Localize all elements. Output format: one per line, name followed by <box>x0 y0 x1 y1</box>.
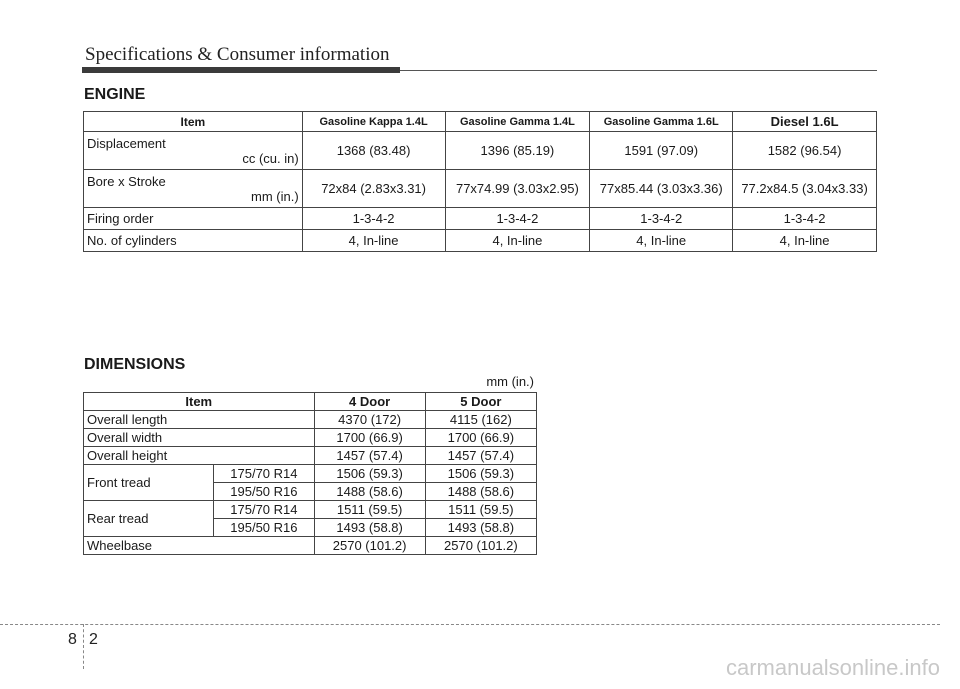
tire-size: 195/50 R16 <box>214 519 314 537</box>
page-number-page: 2 <box>89 631 98 648</box>
header-rule <box>400 70 877 71</box>
table-cell: 1582 (96.54) <box>733 132 877 170</box>
watermark-text: carmanualsonline.info <box>725 655 940 680</box>
table-cell: 1-3-4-2 <box>733 208 877 230</box>
row-label-overall-width: Overall width <box>84 429 315 447</box>
col-header-diesel-16: Diesel 1.6L <box>733 112 877 132</box>
table-cell: 77.2x84.5 (3.04x3.33) <box>733 170 877 208</box>
footer-divider <box>83 624 84 669</box>
table-cell: 4, In-line <box>445 230 590 252</box>
table-cell: 1488 (58.6) <box>425 483 536 501</box>
header-bar <box>82 67 400 73</box>
table-cell: 72x84 (2.83x3.31) <box>302 170 445 208</box>
row-label-bore-stroke: Bore x Stroke mm (in.) <box>84 170 303 208</box>
table-row <box>84 501 537 519</box>
row-label-front-tread: Front tread <box>84 465 214 501</box>
table-cell: 1700 (66.9) <box>425 429 536 447</box>
table-cell: 1457 (57.4) <box>314 447 425 465</box>
col-header-kappa-14: Gasoline Kappa 1.4L <box>302 112 445 132</box>
col-header-gamma-16: Gasoline Gamma 1.6L <box>590 112 733 132</box>
table-row <box>84 537 537 555</box>
row-unit: mm (in.) <box>251 188 299 204</box>
dim-table-header <box>84 393 537 411</box>
table-cell: 1493 (58.8) <box>425 519 536 537</box>
table-cell: 1488 (58.6) <box>314 483 425 501</box>
table-cell: 4370 (172) <box>314 411 425 429</box>
table-cell: 1506 (59.3) <box>314 465 425 483</box>
row-label-overall-height: Overall height <box>84 447 315 465</box>
footer-rule <box>0 624 940 625</box>
table-cell: 77x85.44 (3.03x3.36) <box>590 170 733 208</box>
engine-spec-table <box>83 111 877 252</box>
table-cell: 1-3-4-2 <box>590 208 733 230</box>
table-row <box>84 170 877 208</box>
table-cell: 4, In-line <box>733 230 877 252</box>
engine-section-title: ENGINE <box>84 86 146 103</box>
table-row <box>84 132 877 170</box>
table-cell: 1-3-4-2 <box>302 208 445 230</box>
col-header-gamma-14: Gasoline Gamma 1.4L <box>445 112 590 132</box>
row-label-wheelbase: Wheelbase <box>84 537 315 555</box>
page-header-title: Specifications & Consumer information <box>85 44 390 65</box>
dimensions-section-title: DIMENSIONS <box>84 356 186 373</box>
tire-size: 195/50 R16 <box>214 483 314 501</box>
table-cell: 2570 (101.2) <box>314 537 425 555</box>
tire-size: 175/70 R14 <box>214 501 314 519</box>
table-cell: 77x74.99 (3.03x2.95) <box>445 170 590 208</box>
row-unit: cc (cu. in) <box>242 150 299 166</box>
table-cell: 1506 (59.3) <box>425 465 536 483</box>
table-cell: 2570 (101.2) <box>425 537 536 555</box>
table-cell: 1591 (97.09) <box>590 132 733 170</box>
row-label-firing-order: Firing order <box>84 208 303 230</box>
row-label-overall-length: Overall length <box>84 411 315 429</box>
col-header-item: Item <box>84 393 315 411</box>
row-label-cylinders: No. of cylinders <box>84 230 303 252</box>
col-header-4-door: 4 Door <box>314 393 425 411</box>
dimensions-spec-table <box>83 392 537 555</box>
tire-size: 175/70 R14 <box>214 465 314 483</box>
table-cell: 1511 (59.5) <box>314 501 425 519</box>
table-cell: 1368 (83.48) <box>302 132 445 170</box>
table-cell: 1396 (85.19) <box>445 132 590 170</box>
engine-table-header <box>84 112 877 132</box>
table-row <box>84 411 537 429</box>
table-cell: 1457 (57.4) <box>425 447 536 465</box>
row-label-rear-tread: Rear tread <box>84 501 214 537</box>
table-row <box>84 208 877 230</box>
col-header-5-door: 5 Door <box>425 393 536 411</box>
table-cell: 4115 (162) <box>425 411 536 429</box>
table-row <box>84 429 537 447</box>
table-row <box>84 447 537 465</box>
table-cell: 1-3-4-2 <box>445 208 590 230</box>
table-row <box>84 230 877 252</box>
dimensions-unit-label: mm (in.) <box>486 374 534 389</box>
col-header-item: Item <box>84 112 303 132</box>
table-cell: 1700 (66.9) <box>314 429 425 447</box>
table-cell: 1493 (58.8) <box>314 519 425 537</box>
page-number-section: 8 <box>68 631 77 648</box>
table-row <box>84 465 537 483</box>
table-cell: 4, In-line <box>302 230 445 252</box>
row-label-displacement: Displacement cc (cu. in) <box>84 132 303 170</box>
table-cell: 1511 (59.5) <box>425 501 536 519</box>
table-cell: 4, In-line <box>590 230 733 252</box>
